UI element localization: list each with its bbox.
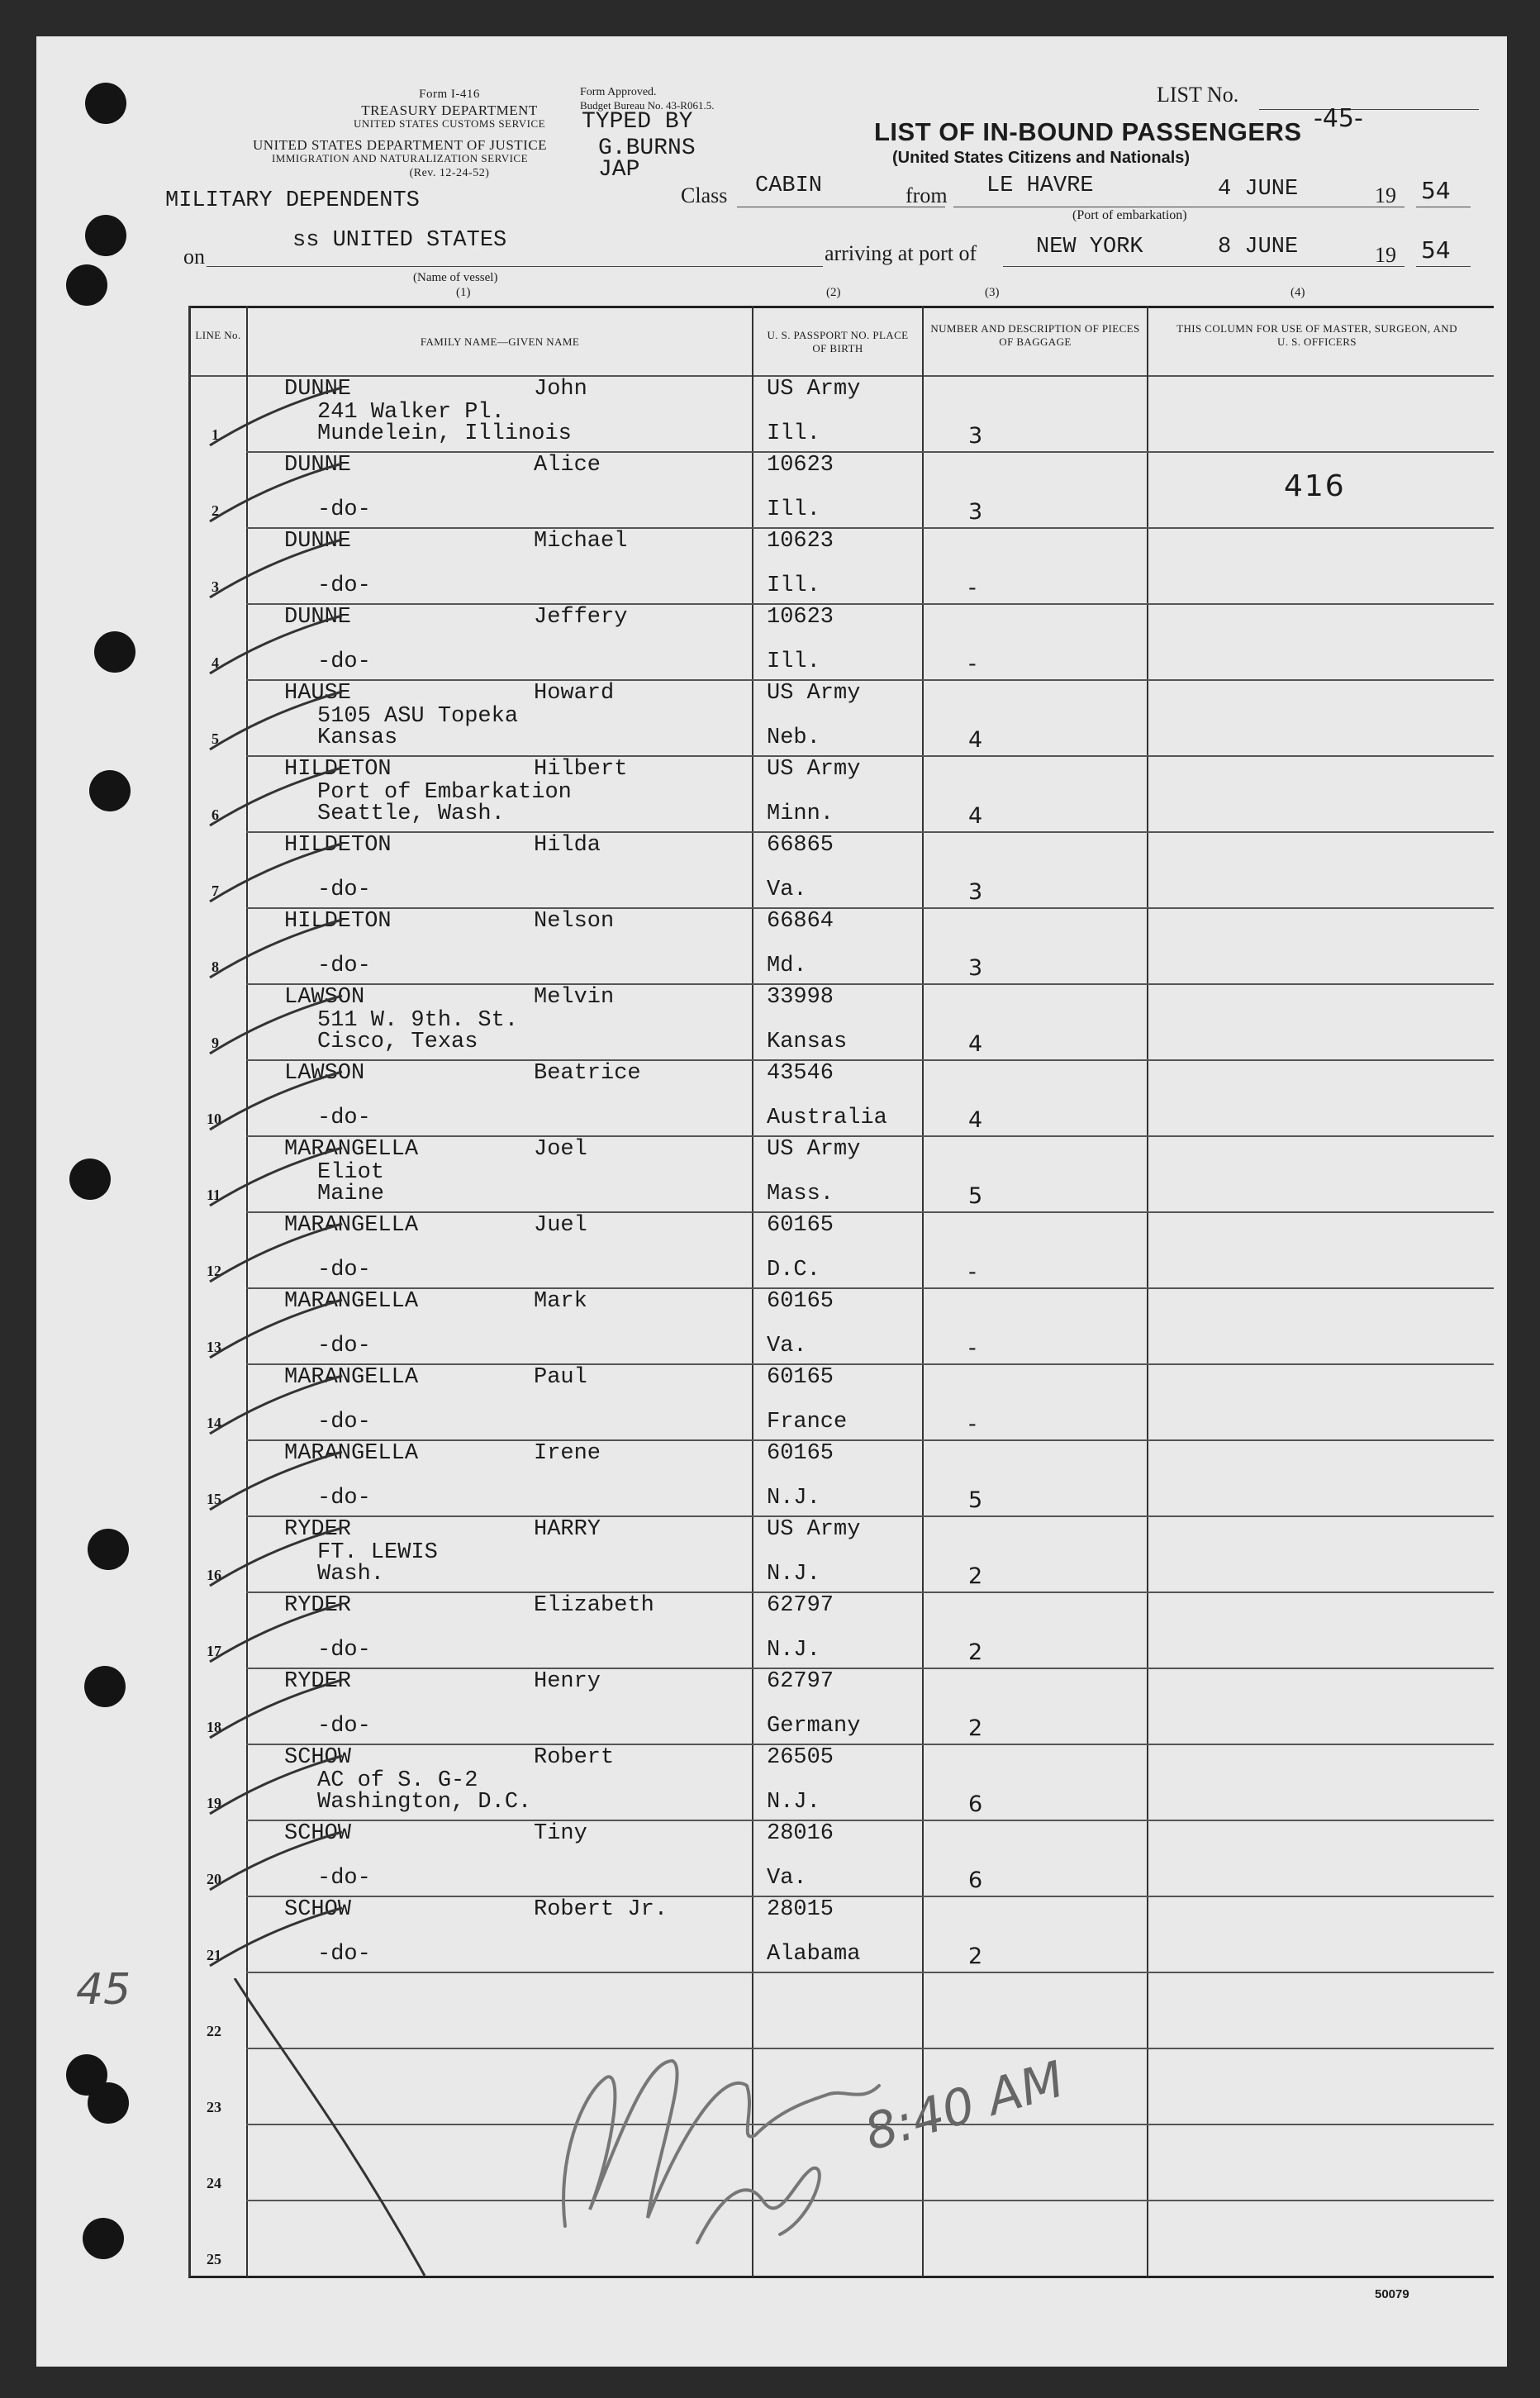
row-divider [246, 1059, 1494, 1061]
family-name: MARANGELLA [284, 1213, 419, 1238]
family-name: HILDETON [284, 757, 392, 782]
check-mark [193, 1220, 350, 1286]
check-mark [193, 1600, 350, 1666]
line-number: 2 [212, 502, 219, 519]
family-name: LAWSON [284, 985, 365, 1010]
form-number: Form I-416 [419, 88, 480, 101]
class-value: CABIN [755, 174, 823, 198]
family-name: MARANGELLA [284, 1289, 419, 1314]
place-of-birth: Ill. [767, 497, 820, 522]
place-of-birth: Alabama [767, 1942, 861, 1967]
punch-hole [88, 2082, 129, 2124]
given-name: Alice [534, 453, 601, 478]
from-year-prefix: 19 [1375, 183, 1396, 207]
column-number: (4) [1290, 286, 1305, 299]
check-mark [193, 840, 350, 906]
passport-number: US Army [767, 377, 861, 402]
line-number: 14 [207, 1415, 221, 1431]
baggage-count: 3 [968, 499, 983, 525]
column-divider [188, 306, 191, 2277]
given-name: Paul [534, 1365, 587, 1390]
justice-dept: UNITED STATES DEPARTMENT OF JUSTICE [252, 137, 548, 153]
row-divider [246, 1972, 1494, 1973]
column-header-officers: THIS COLUMN FOR USE OF MASTER, SURGEON, AND U. S. OFFICERS [1176, 322, 1457, 348]
given-name: Elizabeth [534, 1593, 654, 1618]
family-name: RYDER [284, 1517, 352, 1542]
passport-number: 66865 [767, 833, 834, 858]
passport-number: 28015 [767, 1897, 834, 1922]
place-of-birth: Ill. [767, 649, 820, 674]
typist-initials: JAP [598, 157, 640, 183]
place-of-birth: Neb. [767, 726, 820, 750]
place-of-birth: N.J. [767, 1638, 820, 1663]
family-name: SCHOW [284, 1897, 352, 1922]
family-name: SCHOW [284, 1821, 352, 1846]
line-number: 10 [207, 1111, 221, 1127]
place-of-birth: Va. [767, 1866, 807, 1891]
line-number: 4 [212, 654, 219, 671]
arrival-year-prefix: 19 [1375, 243, 1396, 267]
row-divider [246, 1135, 1494, 1137]
check-mark [193, 1296, 350, 1362]
row-divider [246, 907, 1494, 909]
line-number: 15 [207, 1491, 221, 1507]
family-name: HILDETON [284, 909, 392, 934]
passport-number: 26505 [767, 1745, 834, 1770]
line-number: 25 [207, 2251, 221, 2267]
list-number-line [1259, 109, 1479, 110]
passport-number: US Army [767, 757, 861, 782]
baggage-count: 2 [968, 1639, 983, 1665]
line-number: 7 [212, 883, 219, 899]
row-divider [246, 1211, 1494, 1213]
budget-bureau: Budget Bureau No. 43-R061.5. [580, 99, 715, 112]
passport-number: 10623 [767, 529, 834, 554]
baggage-count: 3 [968, 955, 983, 981]
punch-hole [69, 1159, 111, 1200]
address-line-1: FT. LEWIS [317, 1540, 438, 1565]
list-number-label: LIST No. [1157, 83, 1239, 107]
form-code: 50079 [1375, 2287, 1409, 2301]
address-line-2: -do- [317, 878, 371, 902]
check-mark [193, 1904, 350, 1970]
address-line-2: -do- [317, 573, 371, 598]
check-mark [193, 1448, 350, 1514]
family-name: DUNNE [284, 529, 352, 554]
column-number: (2) [826, 286, 841, 299]
given-name: Robert [534, 1745, 615, 1770]
address-line-2: Maine [317, 1182, 385, 1206]
baggage-count: 2 [968, 1563, 983, 1589]
punch-hole [85, 83, 126, 124]
line-number: 3 [212, 578, 219, 595]
passport-number: 60165 [767, 1365, 834, 1390]
place-of-birth: Kansas [767, 1030, 848, 1054]
baggage-count: 3 [968, 423, 983, 449]
line-number: 22 [207, 2023, 221, 2039]
address-line-2: Kansas [317, 726, 398, 750]
port-embarkation-caption: (Port of embarkation) [1072, 208, 1187, 222]
place-of-birth: Germany [767, 1714, 861, 1739]
line-number: 16 [207, 1567, 221, 1583]
address-line-1: Eliot [317, 1160, 385, 1185]
passport-number: 33998 [767, 985, 834, 1010]
given-name: Joel [534, 1137, 587, 1162]
address-line-1: 241 Walker Pl. [317, 400, 505, 425]
line-number: 21 [207, 1947, 221, 1963]
place-of-birth: Ill. [767, 573, 820, 598]
baggage-count: 5 [968, 1183, 983, 1209]
row-divider [246, 755, 1494, 757]
baggage-count: 5 [968, 1487, 983, 1513]
given-name: HARRY [534, 1517, 601, 1542]
check-mark [193, 764, 350, 830]
given-name: Melvin [534, 985, 615, 1010]
place-of-birth: Md. [767, 954, 807, 978]
line-number: 8 [212, 959, 219, 975]
baggage-count: 2 [968, 1944, 983, 1969]
passport-number: 62797 [767, 1669, 834, 1694]
baggage-count: 4 [968, 727, 983, 753]
address-line-2: Mundelein, Illinois [317, 421, 572, 446]
check-mark [193, 1676, 350, 1742]
address-line-2: -do- [317, 1258, 371, 1282]
line-number: 5 [212, 730, 219, 747]
address-line-2: -do- [317, 649, 371, 674]
row-divider [246, 1287, 1494, 1289]
address-line-2: -do- [317, 954, 371, 978]
place-of-birth: France [767, 1410, 848, 1435]
on-label: on [183, 245, 205, 269]
baggage-count: - [968, 1259, 977, 1285]
baggage-count: 3 [968, 879, 983, 905]
punch-hole [84, 1666, 126, 1707]
line-number: 9 [212, 1035, 219, 1051]
column-header-line-no: LINE No. [195, 329, 241, 341]
given-name: Nelson [534, 909, 615, 934]
address-line-2: -do- [317, 1410, 371, 1435]
line-number: 11 [207, 1187, 221, 1203]
line-number: 1 [212, 426, 219, 443]
passport-number: 60165 [767, 1213, 834, 1238]
family-name: HILDETON [284, 833, 392, 858]
given-name: Howard [534, 681, 615, 706]
check-mark [193, 916, 350, 982]
address-line-2: -do- [317, 1714, 371, 1739]
baggage-count: 2 [968, 1715, 983, 1741]
line-number: 20 [207, 1871, 221, 1887]
place-of-birth: Australia [767, 1106, 887, 1130]
baggage-count: - [968, 651, 977, 677]
passport-number: 62797 [767, 1593, 834, 1618]
passport-number: 43546 [767, 1061, 834, 1086]
passport-number: US Army [767, 1517, 861, 1542]
column-number: (1) [456, 286, 471, 299]
arrival-time-note: 8:40 AM [858, 2050, 1071, 2162]
manifest-page [36, 36, 1507, 2367]
typed-by-label: TYPED BY [582, 109, 693, 135]
address-line-1: Port of Embarkation [317, 780, 572, 805]
row-divider [246, 1820, 1494, 1821]
line-number: 17 [207, 1643, 221, 1659]
row-divider [246, 527, 1494, 529]
revision-date: (Rev. 12-24-52) [409, 167, 490, 179]
arrival-year-line [1416, 266, 1471, 267]
row-divider [246, 1744, 1494, 1745]
customs-service: UNITED STATES CUSTOMS SERVICE [353, 117, 546, 130]
punch-hole [88, 1529, 129, 1570]
address-line-2: -do- [317, 1486, 371, 1511]
embarkation-port: LE HAVRE [986, 174, 1094, 198]
place-of-birth: Minn. [767, 802, 834, 826]
check-mark [193, 1828, 350, 1894]
given-name: John [534, 377, 587, 402]
row-divider [246, 1896, 1494, 1897]
family-name: DUNNE [284, 605, 352, 630]
address-line-2: -do- [317, 1106, 371, 1130]
given-name: Robert Jr. [534, 1897, 668, 1922]
place-of-birth: N.J. [767, 1790, 820, 1815]
margin-list-number: 45 [76, 1965, 131, 2015]
baggage-count: 4 [968, 1107, 983, 1133]
page-subtitle: (United States Citizens and Nationals) [892, 149, 1191, 167]
column-number: (3) [985, 286, 1000, 299]
family-name: RYDER [284, 1669, 352, 1694]
check-mark [193, 688, 350, 754]
row-divider [246, 1592, 1494, 1593]
passport-number: 10623 [767, 453, 834, 478]
address-line-2: -do- [317, 1866, 371, 1891]
row-divider [246, 983, 1494, 985]
baggage-count: - [968, 1411, 977, 1437]
column-divider [752, 306, 753, 2277]
baggage-count: 6 [968, 1867, 983, 1893]
arrival-line [1003, 266, 1405, 267]
address-line-1: 511 W. 9th. St. [317, 1008, 519, 1033]
address-line-2: Seattle, Wash. [317, 802, 505, 826]
punch-hole [89, 770, 131, 811]
check-mark [193, 1144, 350, 1210]
line-number: 18 [207, 1719, 221, 1735]
given-name: Hilbert [534, 757, 628, 782]
given-name: Tiny [534, 1821, 587, 1846]
line-number: 12 [207, 1263, 221, 1279]
immigration-service: IMMIGRATION AND NATURALIZATION SERVICE [271, 152, 529, 164]
passport-number: 10623 [767, 605, 834, 630]
place-of-birth: Va. [767, 1334, 807, 1358]
punch-hole [83, 2218, 124, 2259]
given-name: Henry [534, 1669, 601, 1694]
embarkation-year: 54 [1421, 177, 1451, 204]
baggage-count: - [968, 575, 977, 601]
place-of-birth: N.J. [767, 1562, 820, 1587]
check-mark [193, 383, 350, 450]
passport-number: 66864 [767, 909, 834, 934]
column-header-baggage: NUMBER AND DESCRIPTION OF PIECES OF BAGGAGE [930, 322, 1140, 348]
row-divider [246, 1439, 1494, 1441]
address-line-1: 5105 ASU Topeka [317, 704, 519, 729]
punch-hole [66, 264, 107, 306]
address-line-2: Wash. [317, 1562, 385, 1587]
address-line-2: -do- [317, 1638, 371, 1663]
place-of-birth: Mass. [767, 1182, 834, 1206]
place-of-birth: N.J. [767, 1486, 820, 1511]
column-divider [1147, 306, 1148, 2277]
row-divider [246, 1363, 1494, 1365]
arrival-year: 54 [1421, 236, 1451, 264]
arriving-label: arriving at port of [825, 241, 977, 265]
check-mark [193, 1752, 350, 1818]
place-of-birth: Va. [767, 878, 807, 902]
family-name: SCHOW [284, 1745, 352, 1770]
address-line-2: -do- [317, 497, 371, 522]
address-line-2: Washington, D.C. [317, 1790, 532, 1815]
given-name: Juel [534, 1213, 587, 1238]
address-line-2: Cisco, Texas [317, 1030, 478, 1054]
arrival-port: NEW YORK [1036, 235, 1143, 259]
treasury-dept: TREASURY DEPARTMENT [361, 102, 538, 118]
family-name: LAWSON [284, 1061, 365, 1086]
family-name: HAUSE [284, 681, 352, 706]
row-divider [246, 1515, 1494, 1517]
closing-slash-mark [226, 1978, 474, 2309]
passport-number: US Army [767, 1137, 861, 1162]
column-divider [922, 306, 924, 2277]
check-mark [193, 459, 350, 526]
family-name: MARANGELLA [284, 1365, 419, 1390]
check-mark [193, 1372, 350, 1438]
baggage-count: 4 [968, 803, 983, 829]
vessel-name: ss UNITED STATES [292, 228, 507, 253]
line-number: 24 [207, 2175, 221, 2191]
family-name: DUNNE [284, 377, 352, 402]
line-number: 6 [212, 806, 219, 823]
given-name: Michael [534, 529, 628, 554]
family-name: DUNNE [284, 453, 352, 478]
line-number: 13 [207, 1339, 221, 1355]
check-mark [193, 1068, 350, 1134]
punch-hole [94, 631, 135, 673]
row-divider [246, 451, 1494, 453]
family-name: MARANGELLA [284, 1137, 419, 1162]
address-line-1: AC of S. G-2 [317, 1768, 478, 1793]
vessel-caption: (Name of vessel) [413, 271, 498, 284]
address-line-2: -do- [317, 1334, 371, 1358]
row-divider [246, 1668, 1494, 1669]
passport-number: 60165 [767, 1289, 834, 1314]
family-name: RYDER [284, 1593, 352, 1618]
place-of-birth: Ill. [767, 421, 820, 446]
passport-number: 60165 [767, 1441, 834, 1466]
passport-number: US Army [767, 681, 861, 706]
passenger-category: MILITARY DEPENDENTS [165, 188, 420, 213]
column-header-name: FAMILY NAME—GIVEN NAME [420, 335, 580, 348]
officer-stamp-number: 416 [1284, 469, 1346, 503]
given-name: Beatrice [534, 1061, 641, 1086]
address-line-2: -do- [317, 1942, 371, 1967]
given-name: Jeffery [534, 605, 628, 630]
given-name: Irene [534, 1441, 601, 1466]
row-divider [246, 603, 1494, 605]
inspector-signature [532, 2011, 995, 2259]
row-divider [246, 679, 1494, 681]
page-title: LIST OF IN-BOUND PASSENGERS [874, 117, 1302, 146]
check-mark [193, 992, 350, 1058]
column-header-passport: U. S. PASSPORT NO. PLACE OF BIRTH [767, 329, 909, 354]
form-approved: Form Approved. [580, 86, 657, 98]
class-label: Class [681, 183, 728, 207]
row-divider [246, 831, 1494, 833]
from-label: from [905, 183, 948, 207]
list-number: -45- [1314, 104, 1363, 133]
baggage-count: - [968, 1335, 977, 1361]
line-number: 19 [207, 1795, 221, 1811]
given-name: Mark [534, 1289, 587, 1314]
vessel-line [207, 266, 823, 267]
punch-hole [85, 215, 126, 256]
arrival-date: 8 JUNE [1218, 235, 1299, 259]
line-number: 23 [207, 2099, 221, 2115]
check-mark [193, 535, 350, 602]
baggage-count: 4 [968, 1031, 983, 1057]
given-name: Hilda [534, 833, 601, 858]
family-name: MARANGELLA [284, 1441, 419, 1466]
passport-number: 28016 [767, 1821, 834, 1846]
embarkation-date: 4 JUNE [1218, 177, 1299, 202]
typist-name: G.BURNS [598, 136, 696, 161]
check-mark [193, 611, 350, 678]
check-mark [193, 1524, 350, 1590]
table-top-border [188, 306, 1494, 308]
baggage-count: 6 [968, 1791, 983, 1817]
place-of-birth: D.C. [767, 1258, 820, 1282]
